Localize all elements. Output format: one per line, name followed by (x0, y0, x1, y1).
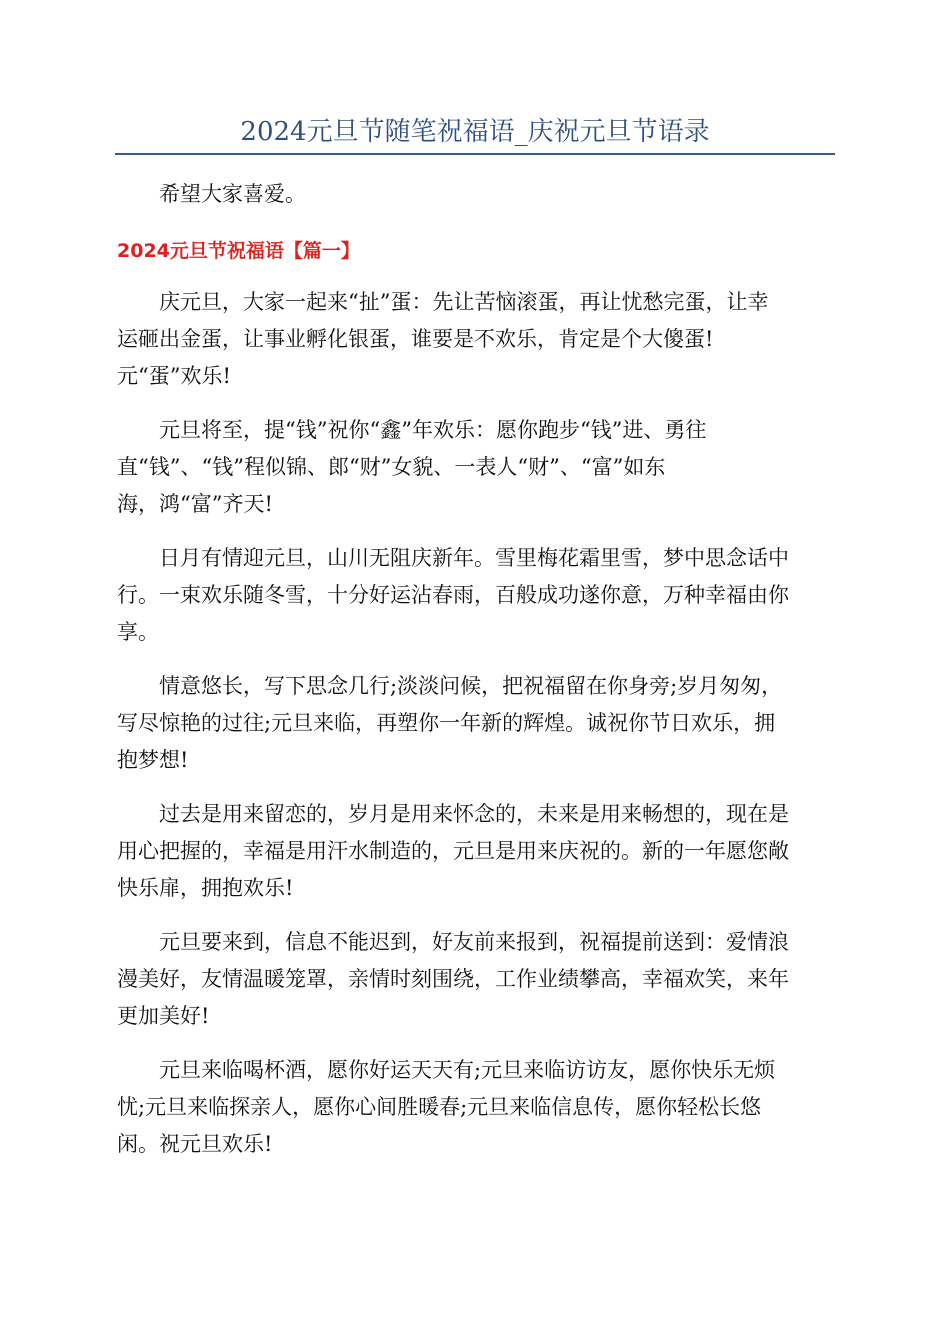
paragraph (117, 284, 833, 395)
paragraph (117, 796, 833, 907)
paragraph-gap (117, 523, 833, 540)
paragraph-gap (117, 651, 833, 668)
paragraph-line: 情意悠长，写下思念几行;淡淡问候，把祝福留在你身旁;岁月匆匆， (159, 674, 783, 698)
section-heading: 2024元旦节祝福语【篇一】 (117, 240, 360, 262)
paragraph-line: 忧;元旦来临探亲人，愿你心间胜暖春;元旦来临信息传，愿你轻松长悠 (117, 1095, 762, 1119)
paragraph-line: 庆元旦，大家一起来“扯”蛋：先让苦恼滚蛋，再让忧愁完蛋，让幸 (159, 290, 769, 314)
paragraph (117, 412, 833, 523)
document-title: 2024元旦节随笔祝福语_庆祝元旦节语录 (240, 117, 710, 147)
paragraph-line: 元“蛋”欢乐! (117, 364, 231, 388)
paragraph-line: 行。一束欢乐随冬雪，十分好运沾春雨，百般成功遂你意，万种幸福由你 (117, 583, 789, 607)
paragraph-line: 抱梦想! (117, 748, 189, 772)
paragraph-line: 海，鸿“富”齐天! (117, 492, 273, 516)
paragraph-line: 元旦来临喝杯酒，愿你好运天天有;元旦来临访访友，愿你快乐无烦 (159, 1058, 776, 1082)
document-body (117, 174, 833, 1163)
paragraph-line: 元旦将至，提“钱”祝你“鑫”年欢乐：愿你跑步“钱”进、勇往 (159, 418, 707, 442)
paragraph-line: 元旦要来到，信息不能迟到，好友前来报到，祝福提前送到：爱情浪 (159, 930, 789, 954)
spacer (117, 214, 833, 236)
spacer (117, 266, 833, 284)
paragraph (117, 924, 833, 1035)
paragraph-line: 运砸出金蛋，让事业孵化银蛋，谁要是不欢乐，肯定是个大傻蛋! (117, 327, 714, 351)
paragraph-gap (117, 395, 833, 412)
paragraph-list (117, 284, 833, 1163)
paragraph-line: 闲。祝元旦欢乐! (117, 1132, 273, 1156)
paragraph-line: 日月有情迎元旦，山川无阻庆新年。雪里梅花霜里雪，梦中思念话中 (159, 546, 789, 570)
paragraph-gap (117, 907, 833, 924)
intro-paragraph: 希望大家喜爱。 (159, 182, 306, 206)
title-underline (115, 153, 835, 155)
paragraph-gap (117, 779, 833, 796)
paragraph-line: 用心把握的，幸福是用汗水制造的，元旦是用来庆祝的。新的一年愿您敞 (117, 839, 789, 863)
paragraph-line: 快乐扉，拥抱欢乐! (117, 876, 294, 900)
paragraph (117, 1052, 833, 1163)
paragraph-line: 更加美好! (117, 1004, 210, 1028)
paragraph-line: 写尽惊艳的过往;元旦来临，再塑你一年新的辉煌。诚祝你节日欢乐，拥 (117, 711, 776, 735)
paragraph-line: 直“钱”、“钱”程似锦、郎“财”女貌、一表人“财”、“富”如东 (117, 455, 666, 479)
paragraph-line: 过去是用来留恋的，岁月是用来怀念的，未来是用来畅想的，现在是 (159, 802, 789, 826)
paragraph-line: 享。 (117, 620, 159, 644)
paragraph (117, 540, 833, 651)
paragraph (117, 668, 833, 779)
paragraph-gap (117, 1035, 833, 1052)
paragraph-line: 漫美好，友情温暖笼罩，亲情时刻围绕，工作业绩攀高，幸福欢笑，来年 (117, 967, 789, 991)
